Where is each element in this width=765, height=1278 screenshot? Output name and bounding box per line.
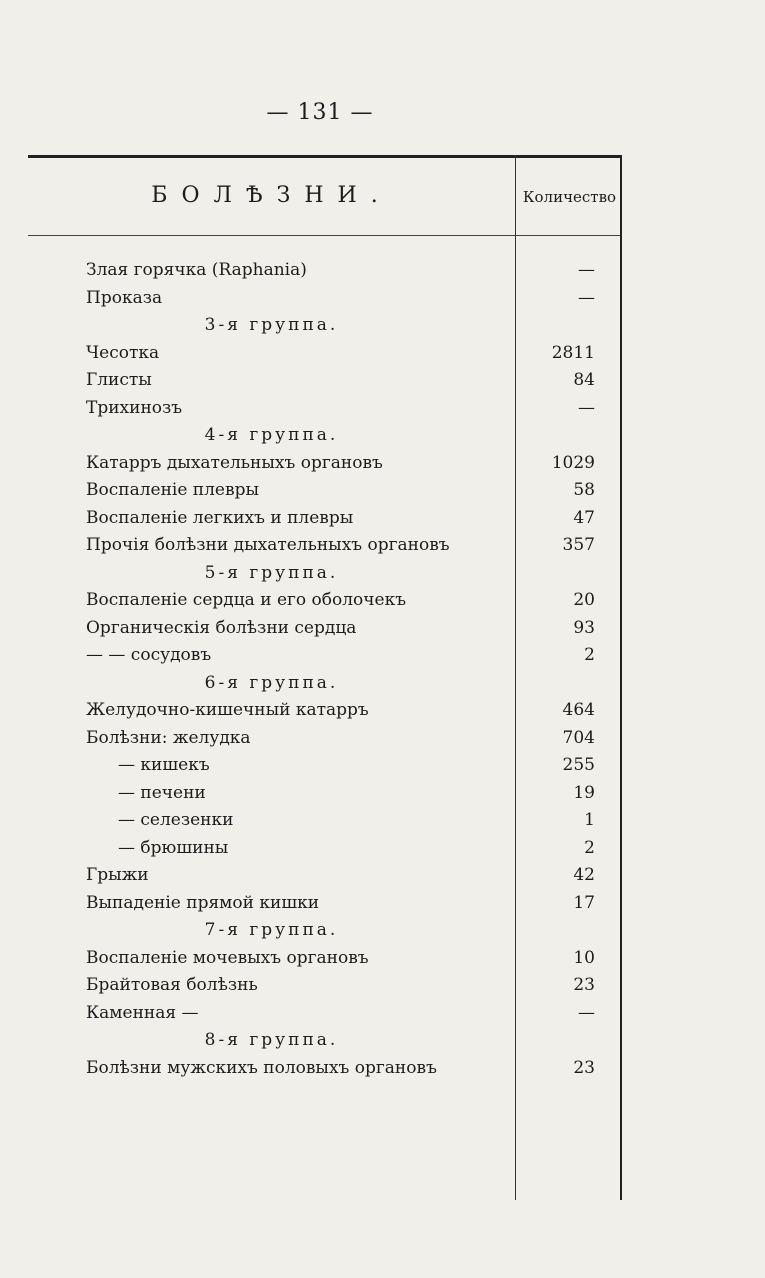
table-row	[28, 340, 622, 368]
table-row	[28, 972, 622, 1000]
group-heading-row	[28, 312, 622, 340]
table-body	[28, 257, 622, 1082]
disease-name: Каменная —	[86, 1002, 199, 1023]
quantity-value: 20	[573, 590, 595, 610]
quantity-value: 357	[562, 535, 595, 555]
header-diseases: БОЛѢЗНИ.	[151, 183, 392, 208]
table-row	[28, 945, 622, 973]
quantity-value: —	[578, 260, 595, 280]
disease-name: Воспаленіе плевры	[86, 480, 259, 500]
disease-name: Болѣзни мужскихъ половыхъ органовъ	[86, 1057, 437, 1078]
disease-name: Прочія болѣзни дыхательныхъ органовъ	[86, 535, 450, 555]
disease-name: — — сосудовъ	[86, 645, 212, 665]
table-row	[28, 505, 622, 533]
disease-name: — печени	[118, 782, 206, 803]
disease-name: Трихинозъ	[86, 397, 183, 418]
group-heading-row	[28, 422, 622, 450]
group-heading: 7-я группа.	[204, 920, 339, 940]
disease-name: Воспаленіе легкихъ и плевры	[86, 507, 354, 528]
table-row	[28, 587, 622, 615]
disease-name: Глисты	[86, 370, 152, 390]
table-row	[28, 532, 622, 560]
table-row	[28, 257, 622, 285]
group-heading: 8-я группа.	[204, 1030, 339, 1050]
quantity-value: 17	[573, 892, 595, 913]
group-heading-row	[28, 670, 622, 698]
group-heading-row	[28, 917, 622, 945]
quantity-value: —	[578, 287, 595, 308]
disease-name: Воспаленіе сердца и его оболочекъ	[86, 590, 407, 610]
quantity-value: 1029	[551, 452, 595, 473]
quantity-value: 2811	[551, 342, 595, 363]
quantity-value: 93	[573, 617, 595, 638]
header-quantity: Количество	[522, 188, 617, 206]
group-heading: 6-я группа.	[204, 672, 339, 693]
disease-name: Желудочно-кишечный катарръ	[86, 700, 369, 720]
quantity-value: 23	[573, 1057, 595, 1078]
quantity-value: 1	[584, 810, 595, 830]
disease-name: Проказа	[86, 287, 163, 308]
quantity-value: 42	[573, 865, 595, 885]
table-row	[28, 862, 622, 890]
disease-table	[28, 155, 622, 1200]
quantity-value: 255	[562, 755, 595, 775]
disease-name: Катарръ дыхательныхъ органовъ	[86, 452, 383, 473]
disease-name: Воспаленіе мочевыхъ органовъ	[86, 947, 369, 968]
table-row	[28, 835, 622, 863]
disease-name: Чесотка	[86, 342, 160, 363]
table-row	[28, 615, 622, 643]
disease-name: Злая горячка (Raphania)	[86, 260, 307, 280]
quantity-value: 704	[562, 727, 595, 748]
table-row	[28, 1000, 622, 1028]
quantity-value: 2	[584, 837, 595, 858]
quantity-value: 10	[573, 947, 595, 968]
group-heading: 5-я группа.	[204, 562, 339, 583]
quantity-value: —	[578, 1002, 595, 1023]
disease-name: — кишекъ	[118, 755, 210, 775]
group-heading-row	[28, 1027, 622, 1055]
table-row	[28, 807, 622, 835]
quantity-value: 23	[573, 975, 595, 995]
table-row	[28, 477, 622, 505]
table-row	[28, 450, 622, 478]
table-row	[28, 395, 622, 423]
quantity-value: 58	[573, 480, 595, 500]
table-row	[28, 725, 622, 753]
quantity-value: 464	[562, 700, 595, 720]
quantity-value: —	[578, 397, 595, 418]
table-row	[28, 752, 622, 780]
table-row	[28, 367, 622, 395]
quantity-value: 2	[584, 645, 595, 665]
table-row	[28, 285, 622, 313]
quantity-value: 19	[573, 782, 595, 803]
disease-name: Грыжи	[86, 865, 149, 885]
group-heading-row	[28, 560, 622, 588]
disease-name: Брайтовая болѣзнь	[86, 975, 258, 995]
disease-name: — селезенки	[118, 810, 234, 830]
disease-name: Болѣзни: желудка	[86, 727, 251, 748]
table-top-rule	[28, 155, 622, 158]
quantity-value: 47	[573, 507, 595, 528]
disease-name: Органическія болѣзни сердца	[86, 617, 357, 638]
table-row	[28, 642, 622, 670]
table-row	[28, 780, 622, 808]
header-rule	[28, 235, 622, 236]
group-heading: 3-я группа.	[204, 315, 339, 335]
page-number: — 131 —	[266, 100, 374, 125]
quantity-value: 84	[573, 370, 595, 390]
table-row	[28, 697, 622, 725]
table-row	[28, 890, 622, 918]
disease-name: — брюшины	[118, 837, 229, 858]
table-row	[28, 1055, 622, 1083]
disease-name: Выпаденіе прямой кишки	[86, 892, 320, 913]
group-heading: 4-я группа.	[204, 425, 339, 445]
